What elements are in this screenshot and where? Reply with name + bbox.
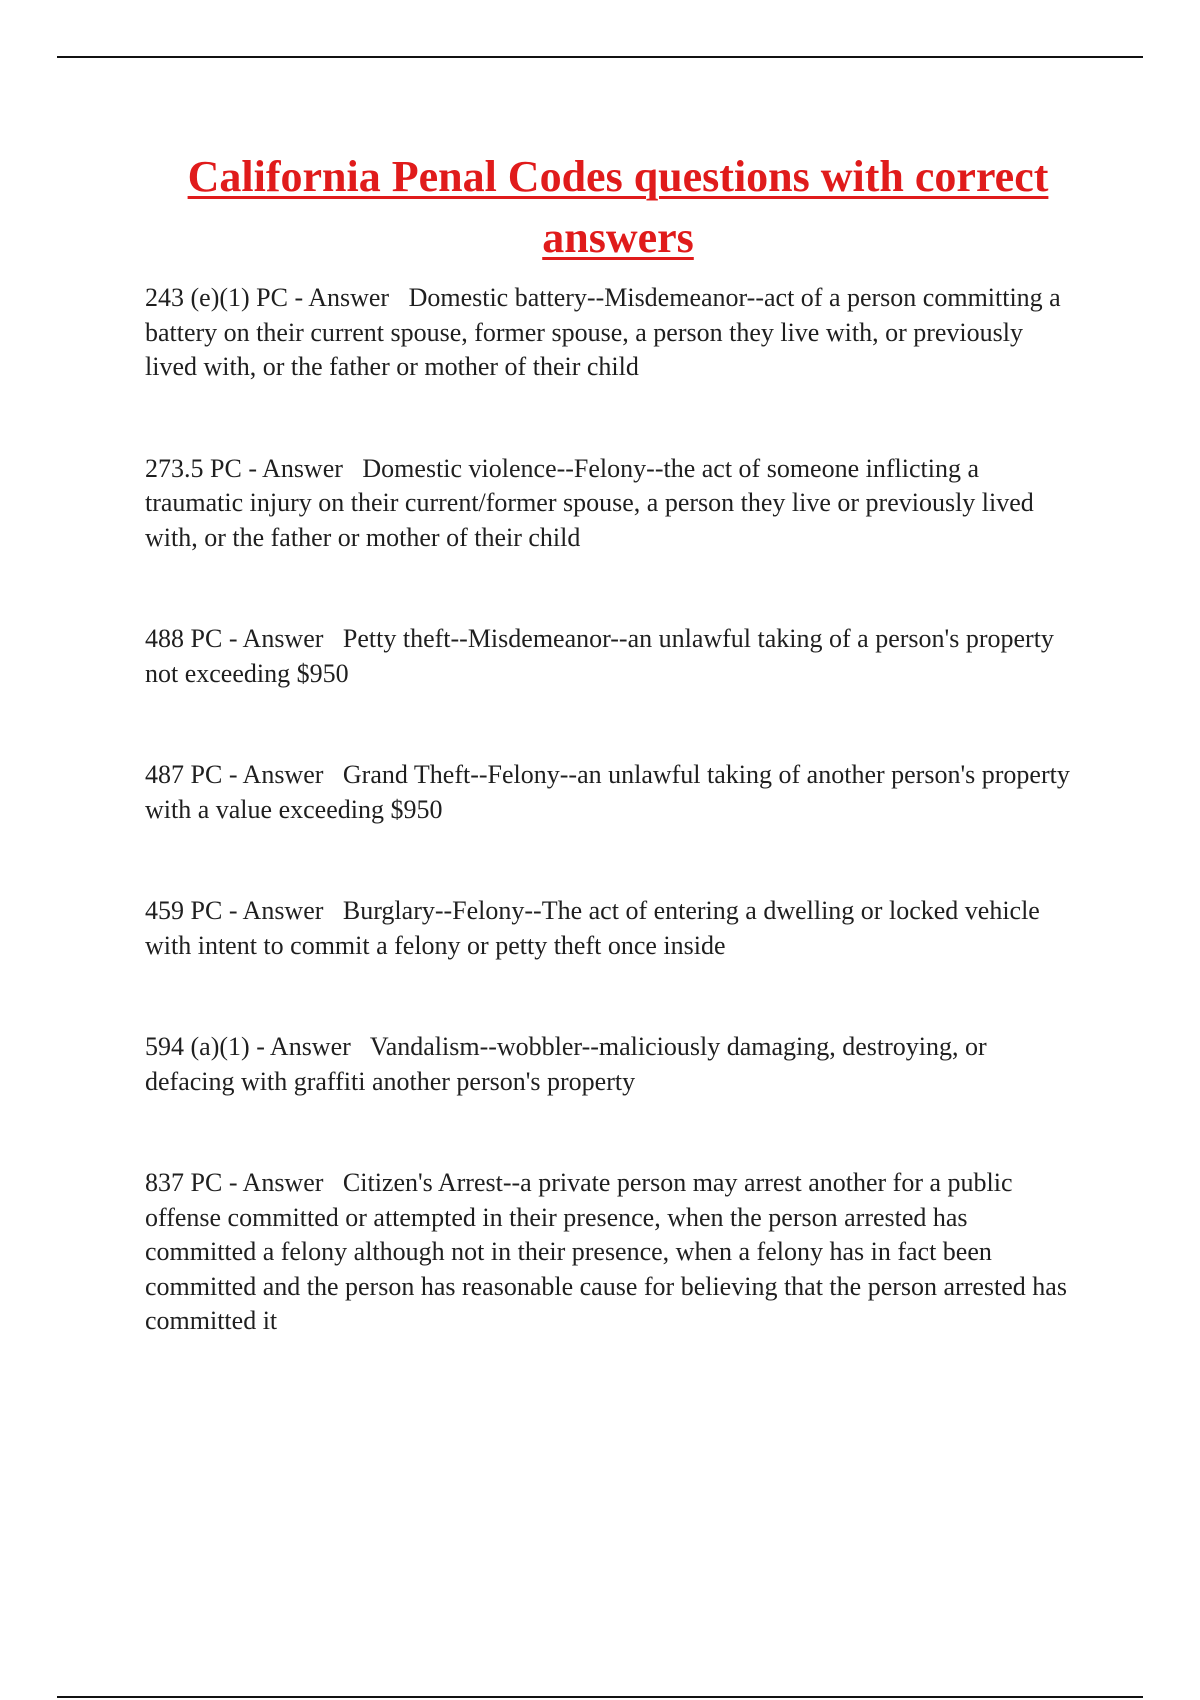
- qa-entry: [145, 281, 1075, 385]
- entry-code: 837 PC: [145, 1168, 223, 1197]
- qa-entry: [145, 894, 1075, 963]
- entry-separator: - Answer: [222, 896, 343, 925]
- bottom-rule: [57, 1696, 1143, 1698]
- entry-code: 459 PC: [145, 896, 223, 925]
- entry-separator: - Answer: [287, 283, 409, 312]
- qa-entry: [145, 1166, 1075, 1339]
- qa-entry: [145, 1030, 1075, 1099]
- entry-separator: - Answer: [249, 1032, 370, 1061]
- entry-separator: - Answer: [222, 760, 343, 789]
- entry-separator: - Answer: [222, 1168, 343, 1197]
- qa-entry: [145, 622, 1075, 691]
- entry-answer: Citizen's Arrest--a private person may arrest another for a public offense committed or attempted in their presence, when the person arrested has committed a felony although not in their presence, when a felony has in fact been committed and the person has reasonable cause for believing that the person arrested has committed it: [145, 1168, 1067, 1335]
- entry-answer: Domestic battery--Misdemeanor--act of a person committing a battery on their current spouse, former spouse, a person they live with, or previously lived with, or the father or mother of their child: [145, 283, 1061, 381]
- top-rule: [57, 56, 1143, 58]
- entry-answer: Burglary--Felony--The act of entering a dwelling or locked vehicle with intent to commit a felony or petty theft once inside: [145, 896, 1040, 960]
- entry-answer: Vandalism--wobbler--maliciously damaging, destroying, or defacing with graffiti another person's property: [145, 1032, 987, 1096]
- entry-separator: - Answer: [222, 624, 343, 653]
- entry-code: 487 PC: [145, 760, 223, 789]
- entry-code: 594 (a)(1): [145, 1032, 250, 1061]
- entry-code: 243 (e)(1) PC: [145, 283, 288, 312]
- entry-answer: Grand Theft--Felony--an unlawful taking of another person's property with a value exceeding $950: [145, 760, 1070, 824]
- entry-answer: Domestic violence--Felony--the act of someone inflicting a traumatic injury on their current/former spouse, a person they live or previously lived with, or the father or mother of their child: [145, 453, 1034, 552]
- qa-entry-list: [145, 281, 1075, 1339]
- entry-code: 273.5 PC: [145, 453, 242, 483]
- entry-answer: Petty theft--Misdemeanor--an unlawful taking of a person's property not exceeding $950: [145, 624, 1054, 688]
- entry-code: 488 PC: [145, 624, 223, 653]
- entry-separator: - Answer: [241, 453, 363, 483]
- qa-entry: [145, 452, 1075, 556]
- page-title: California Penal Codes questions with correct answers: [187, 152, 1049, 262]
- qa-entry: [145, 758, 1075, 827]
